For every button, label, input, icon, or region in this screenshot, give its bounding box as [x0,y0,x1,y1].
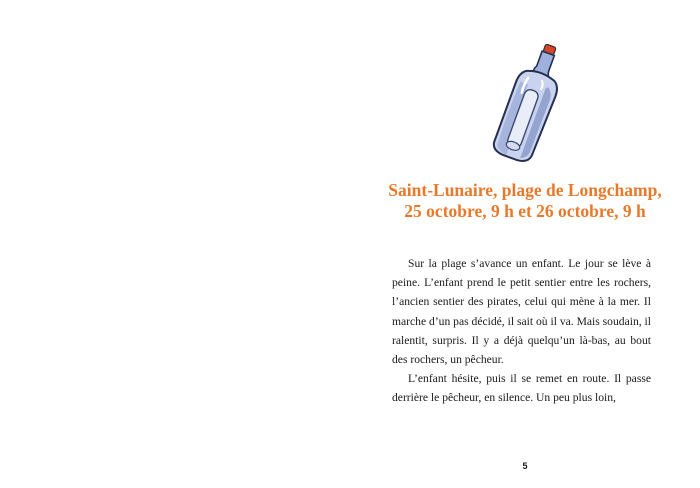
paragraph: Sur la plage s’avance un enfant. Le jour se lève à peine. L’enfant prend le petit sentier entre les rochers, l’ancien sentier des pirates, celui qui mène à la mer. Il marche d’un pas décidé, il sait où il va. Mais soudain, il ralentit, surpris. Il y a déjà quelqu’un là-bas, au bout des rochers, un pêcheur. [392,257,651,367]
page-number: 5 [522,461,528,471]
paragraph: L’enfant hésite, puis il se remet en route. Il passe derrière le pêcheur, en silence. Un peu plus loin, [392,372,651,405]
body-text [392,254,651,408]
chapter-title [370,180,680,222]
message-in-bottle-icon [490,40,570,165]
chapter-title-line-2: 25 octobre, 9 h et 26 octobre, 9 h [404,201,646,221]
chapter-title-line-1: Saint-Lunaire, plage de Longchamp, [388,180,662,200]
